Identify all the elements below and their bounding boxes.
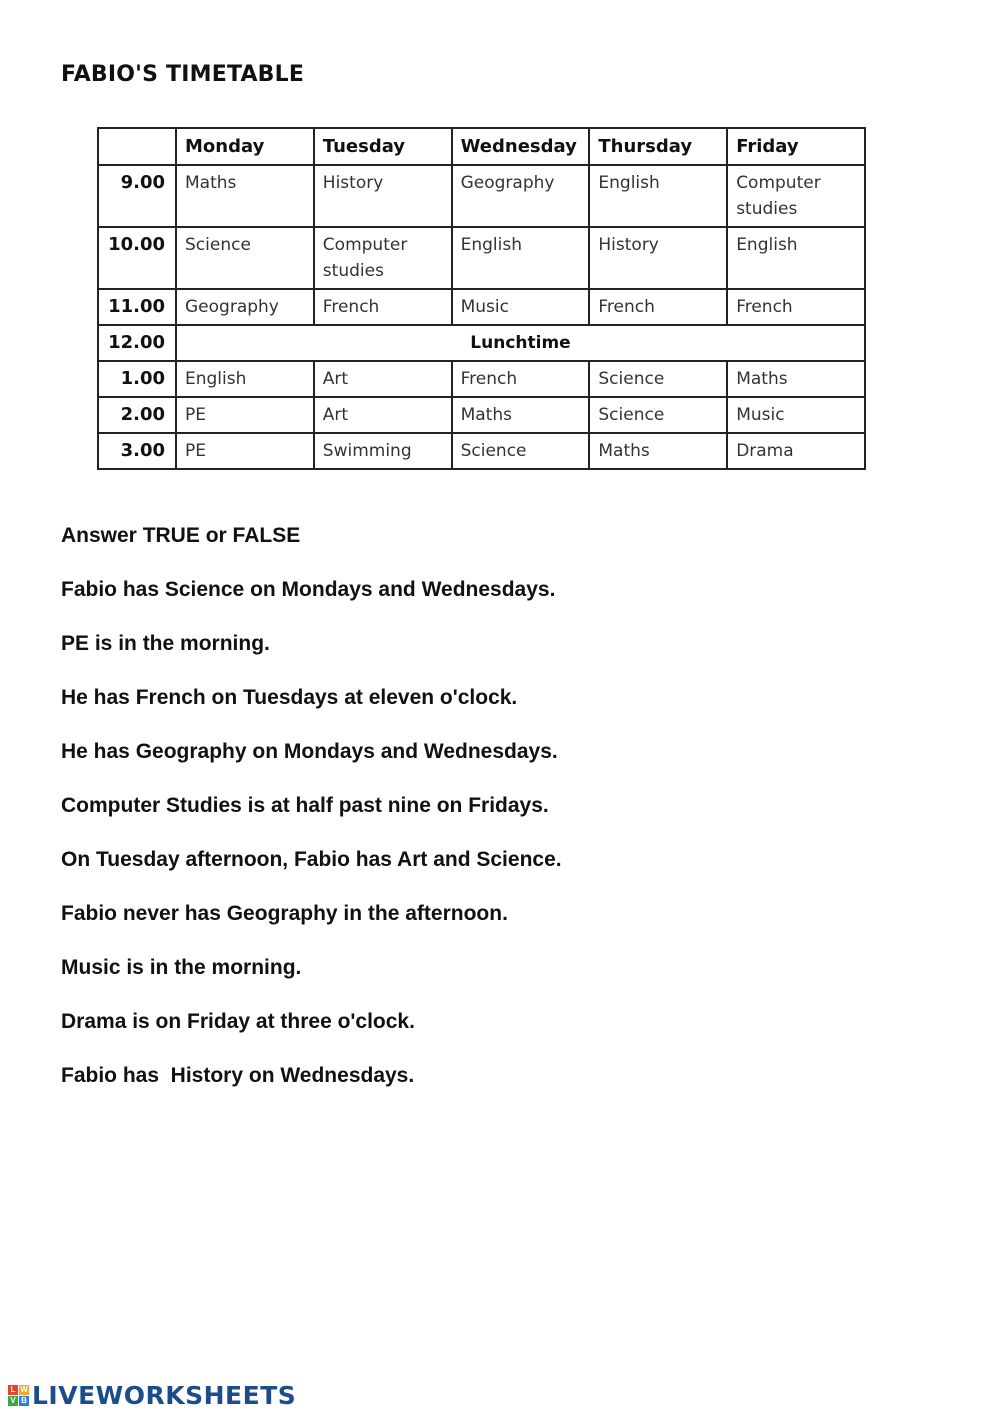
- subject-cell: Computer studies: [314, 227, 452, 289]
- subject-cell: Science: [452, 433, 590, 469]
- logo-mark-icon: [8, 1385, 29, 1406]
- subject-cell: French: [727, 289, 865, 325]
- timetable-row: [98, 227, 865, 289]
- timetable-row: [98, 289, 865, 325]
- subject-cell: French: [314, 289, 452, 325]
- timetable-row: [98, 433, 865, 469]
- day-header: Wednesday: [452, 128, 590, 165]
- subject-cell: Art: [314, 361, 452, 397]
- subject-cell: Geography: [452, 165, 590, 227]
- timetable: [97, 127, 866, 470]
- day-header: Tuesday: [314, 128, 452, 165]
- subject-cell: Swimming: [314, 433, 452, 469]
- question: He has Geography on Mondays and Wednesdays.: [61, 740, 558, 763]
- subject-cell: Maths: [589, 433, 727, 469]
- subject-cell: Music: [452, 289, 590, 325]
- question: He has French on Tuesdays at eleven o'clock.: [61, 686, 518, 709]
- subject-cell: French: [589, 289, 727, 325]
- subject-cell: PE: [176, 397, 314, 433]
- logo-tile: W: [20, 1385, 28, 1394]
- subject-cell: Science: [589, 397, 727, 433]
- timetable-corner: [98, 128, 176, 165]
- day-header: Thursday: [589, 128, 727, 165]
- subject-cell: English: [176, 361, 314, 397]
- page-title: FABIO'S TIMETABLE: [61, 62, 305, 87]
- time-cell: 9.00: [98, 165, 176, 227]
- subject-cell: Maths: [176, 165, 314, 227]
- time-cell: 10.00: [98, 227, 176, 289]
- subject-cell: Art: [314, 397, 452, 433]
- subject-cell: PE: [176, 433, 314, 469]
- question: Computer Studies is at half past nine on Fridays.: [61, 794, 549, 817]
- lunch-cell: Lunchtime: [176, 325, 865, 361]
- subject-cell: Science: [589, 361, 727, 397]
- time-cell: 1.00: [98, 361, 176, 397]
- question: Fabio has Science on Mondays and Wednesdays.: [61, 578, 556, 601]
- instructions: Answer TRUE or FALSE: [61, 524, 301, 547]
- question: Fabio has History on Wednesdays.: [61, 1064, 415, 1087]
- subject-cell: Computer studies: [727, 165, 865, 227]
- subject-cell: English: [727, 227, 865, 289]
- subject-cell: Maths: [452, 397, 590, 433]
- timetable-header-row: [98, 128, 865, 165]
- time-cell: 11.00: [98, 289, 176, 325]
- question: PE is in the morning.: [61, 632, 270, 655]
- subject-cell: French: [452, 361, 590, 397]
- logo-tile: L: [8, 1385, 18, 1395]
- subject-cell: History: [314, 165, 452, 227]
- subject-cell: Science: [176, 227, 314, 289]
- liveworksheets-logo: [8, 1381, 296, 1410]
- question: On Tuesday afternoon, Fabio has Art and Science.: [61, 848, 562, 871]
- time-cell: 12.00: [98, 325, 176, 361]
- question: Drama is on Friday at three o'clock.: [61, 1010, 415, 1033]
- day-header: Friday: [727, 128, 865, 165]
- time-cell: 3.00: [98, 433, 176, 469]
- logo-tile: B: [19, 1396, 29, 1406]
- day-header: Monday: [176, 128, 314, 165]
- subject-cell: Music: [727, 397, 865, 433]
- question: Fabio never has Geography in the afternoon.: [61, 902, 508, 925]
- logo-tile: V: [8, 1396, 18, 1406]
- subject-cell: English: [589, 165, 727, 227]
- subject-cell: English: [452, 227, 590, 289]
- time-cell: 2.00: [98, 397, 176, 433]
- subject-cell: Geography: [176, 289, 314, 325]
- logo-text: LIVEWORKSHEETS: [32, 1381, 297, 1410]
- timetable-row-lunch: [98, 325, 865, 361]
- subject-cell: History: [589, 227, 727, 289]
- timetable-row: [98, 397, 865, 433]
- question: Music is in the morning.: [61, 956, 302, 979]
- subject-cell: Drama: [727, 433, 865, 469]
- timetable-row: [98, 361, 865, 397]
- subject-cell: Maths: [727, 361, 865, 397]
- timetable-row: [98, 165, 865, 227]
